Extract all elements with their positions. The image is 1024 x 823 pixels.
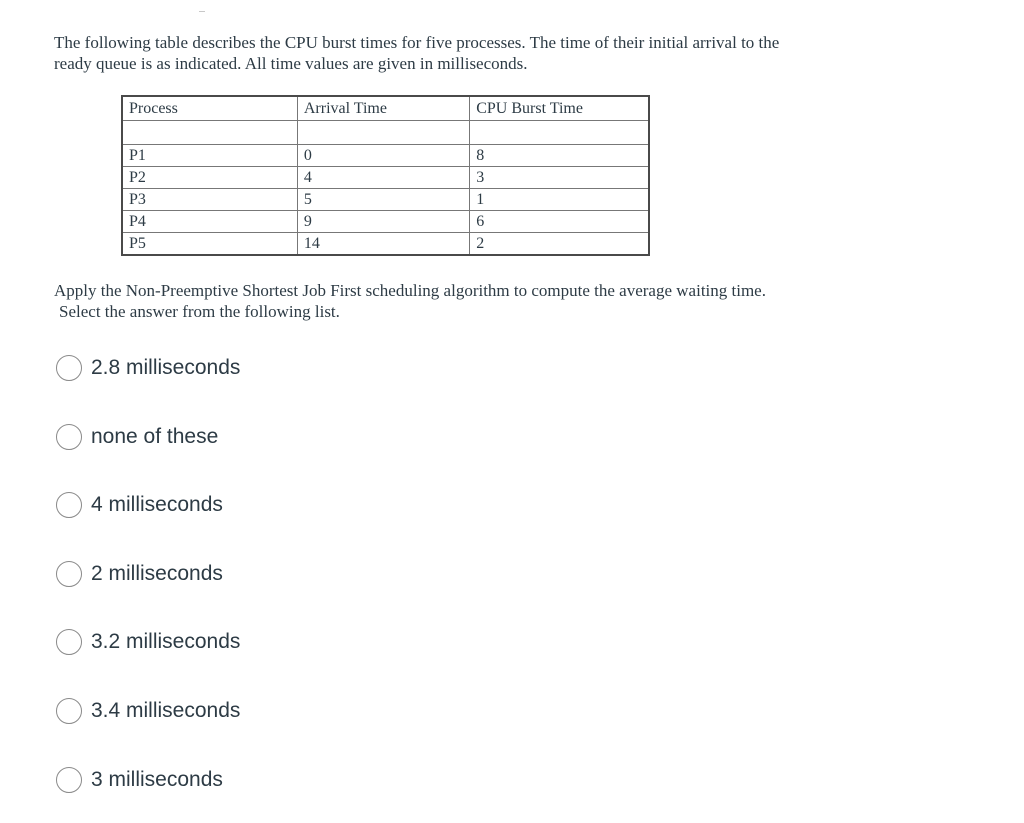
table-spacer-row [122, 120, 649, 144]
cell-burst: 8 [470, 144, 649, 166]
answer-label[interactable]: 3.2 milliseconds [91, 630, 241, 653]
answer-label[interactable]: 3.4 milliseconds [91, 699, 241, 722]
radio-button[interactable] [56, 561, 82, 587]
cell-arrival: 9 [297, 210, 469, 232]
decorative-mark [199, 11, 205, 12]
question-line-2: Select the answer from the following list. [59, 302, 340, 321]
radio-button[interactable] [56, 355, 82, 381]
cell-process: P4 [122, 210, 297, 232]
radio-button[interactable] [56, 767, 82, 793]
radio-button[interactable] [56, 492, 82, 518]
cell-burst: 6 [470, 210, 649, 232]
radio-button[interactable] [56, 424, 82, 450]
cell-process: P1 [122, 144, 297, 166]
table-row [122, 144, 649, 166]
answer-option[interactable] [56, 424, 218, 450]
answer-label[interactable]: 2.8 milliseconds [91, 356, 241, 379]
answer-label[interactable]: none of these [91, 425, 219, 448]
header-arrival-time: Arrival Time [297, 96, 469, 120]
cell-burst: 3 [470, 166, 649, 188]
table-row [122, 232, 649, 255]
answer-label[interactable]: 2 milliseconds [91, 562, 223, 585]
table-header-row [122, 96, 649, 120]
answer-option[interactable] [56, 492, 223, 518]
cell-burst: 2 [470, 232, 649, 255]
question-line-1: Apply the Non-Preemptive Shortest Job First scheduling algorithm to compute the average waiting time. [54, 281, 766, 300]
cell-arrival: 4 [297, 166, 469, 188]
table-row [122, 188, 649, 210]
header-cpu-burst-time: CPU Burst Time [470, 96, 649, 120]
cell-arrival: 5 [297, 188, 469, 210]
cell-arrival: 14 [297, 232, 469, 255]
answer-option[interactable] [56, 355, 240, 381]
answer-option[interactable] [56, 629, 240, 655]
table-row [122, 166, 649, 188]
table-row [122, 210, 649, 232]
answer-option[interactable] [56, 698, 240, 724]
cell-process: P3 [122, 188, 297, 210]
intro-text [54, 32, 954, 74]
intro-line-1: The following table describes the CPU burst times for five processes. The time of their initial arrival to the [54, 33, 780, 52]
radio-button[interactable] [56, 698, 82, 724]
answer-label[interactable]: 3 milliseconds [91, 768, 223, 791]
header-process: Process [122, 96, 297, 120]
cell-arrival: 0 [297, 144, 469, 166]
process-table [121, 95, 650, 256]
cell-burst: 1 [470, 188, 649, 210]
cell-process: P5 [122, 232, 297, 255]
answer-label[interactable]: 4 milliseconds [91, 493, 223, 516]
answer-option[interactable] [56, 767, 223, 793]
cell-process: P2 [122, 166, 297, 188]
question-text [54, 280, 954, 322]
intro-line-2: ready queue is as indicated. All time values are given in milliseconds. [54, 54, 528, 73]
radio-button[interactable] [56, 629, 82, 655]
answer-option[interactable] [56, 561, 223, 587]
